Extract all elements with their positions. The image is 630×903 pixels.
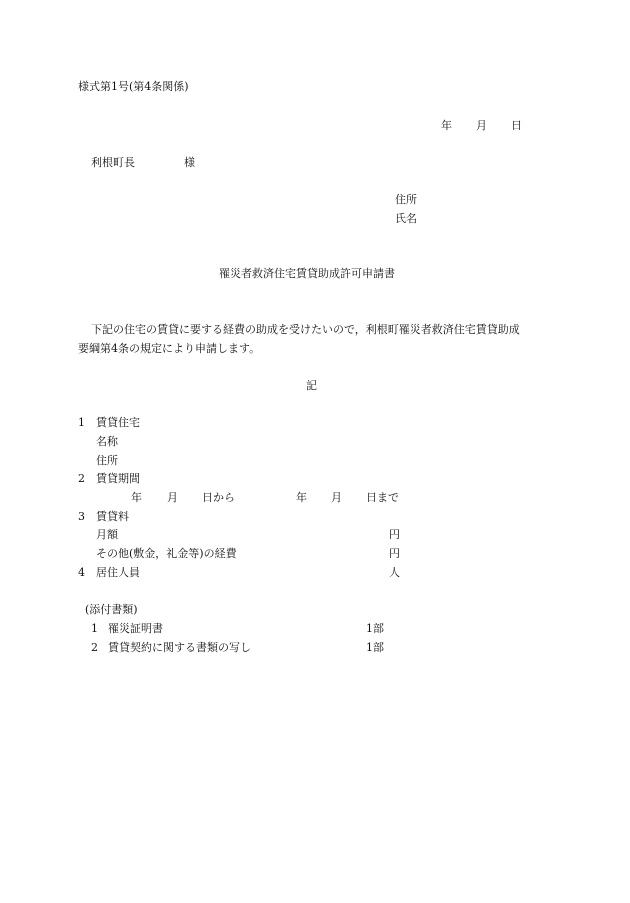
- attachment-2-count: 1部: [366, 641, 384, 654]
- item-3-label: 賃貸料: [96, 510, 129, 523]
- period-to-month: 月: [331, 491, 342, 504]
- item-2-label: 賃貸期間: [96, 472, 140, 485]
- date-month: 月: [476, 119, 487, 132]
- body-line-1: 下記の住宅の賃貸に要する経費の助成を受けたいので，利根町罹災者救済住宅賃貸助成: [91, 323, 520, 336]
- item-4-num: 4: [78, 566, 85, 579]
- date-year: 年: [441, 119, 452, 132]
- item-1-num: 1: [78, 416, 85, 429]
- residents-unit: 人: [389, 566, 400, 579]
- period-to-day: 日まで: [366, 491, 399, 504]
- applicant-name-label: 氏名: [395, 212, 417, 225]
- item-3-num: 3: [78, 510, 85, 523]
- document-title: 罹災者救済住宅賃貸助成許可申請書: [219, 267, 395, 280]
- attachment-1-num: 1: [91, 622, 98, 635]
- rent-monthly-label: 月額: [96, 528, 118, 541]
- item-1-name-label: 名称: [96, 435, 118, 448]
- addressee-name: 利根町長: [91, 156, 135, 169]
- period-from-month: 月: [167, 491, 178, 504]
- addressee-honorific: 様: [184, 156, 195, 169]
- date-day: 日: [511, 119, 522, 132]
- item-1-label: 賃貸住宅: [96, 416, 140, 429]
- item-2-num: 2: [78, 472, 85, 485]
- rent-monthly-unit: 円: [389, 528, 400, 541]
- item-4-label: 居住人員: [96, 566, 140, 579]
- rent-other-unit: 円: [389, 547, 400, 560]
- period-from-year: 年: [131, 491, 142, 504]
- period-to-year: 年: [296, 491, 307, 504]
- form-label: 様式第1号(第4条関係): [78, 80, 189, 93]
- attachment-2-num: 2: [91, 641, 98, 654]
- ki-heading: 記: [306, 379, 317, 392]
- period-from-day: 日から: [202, 491, 235, 504]
- attachments-heading: (添付書類): [85, 603, 138, 616]
- body-line-2: 要綱第4条の規定により申請します。: [78, 342, 261, 355]
- rent-other-label: その他(敷金，礼金等)の経費: [96, 547, 237, 560]
- attachment-1-label: 罹災証明書: [108, 622, 163, 635]
- applicant-address-label: 住所: [395, 193, 417, 206]
- attachment-1-count: 1部: [366, 622, 384, 635]
- item-1-address-label: 住所: [96, 454, 118, 467]
- attachment-2-label: 賃貸契約に関する書類の写し: [108, 641, 251, 654]
